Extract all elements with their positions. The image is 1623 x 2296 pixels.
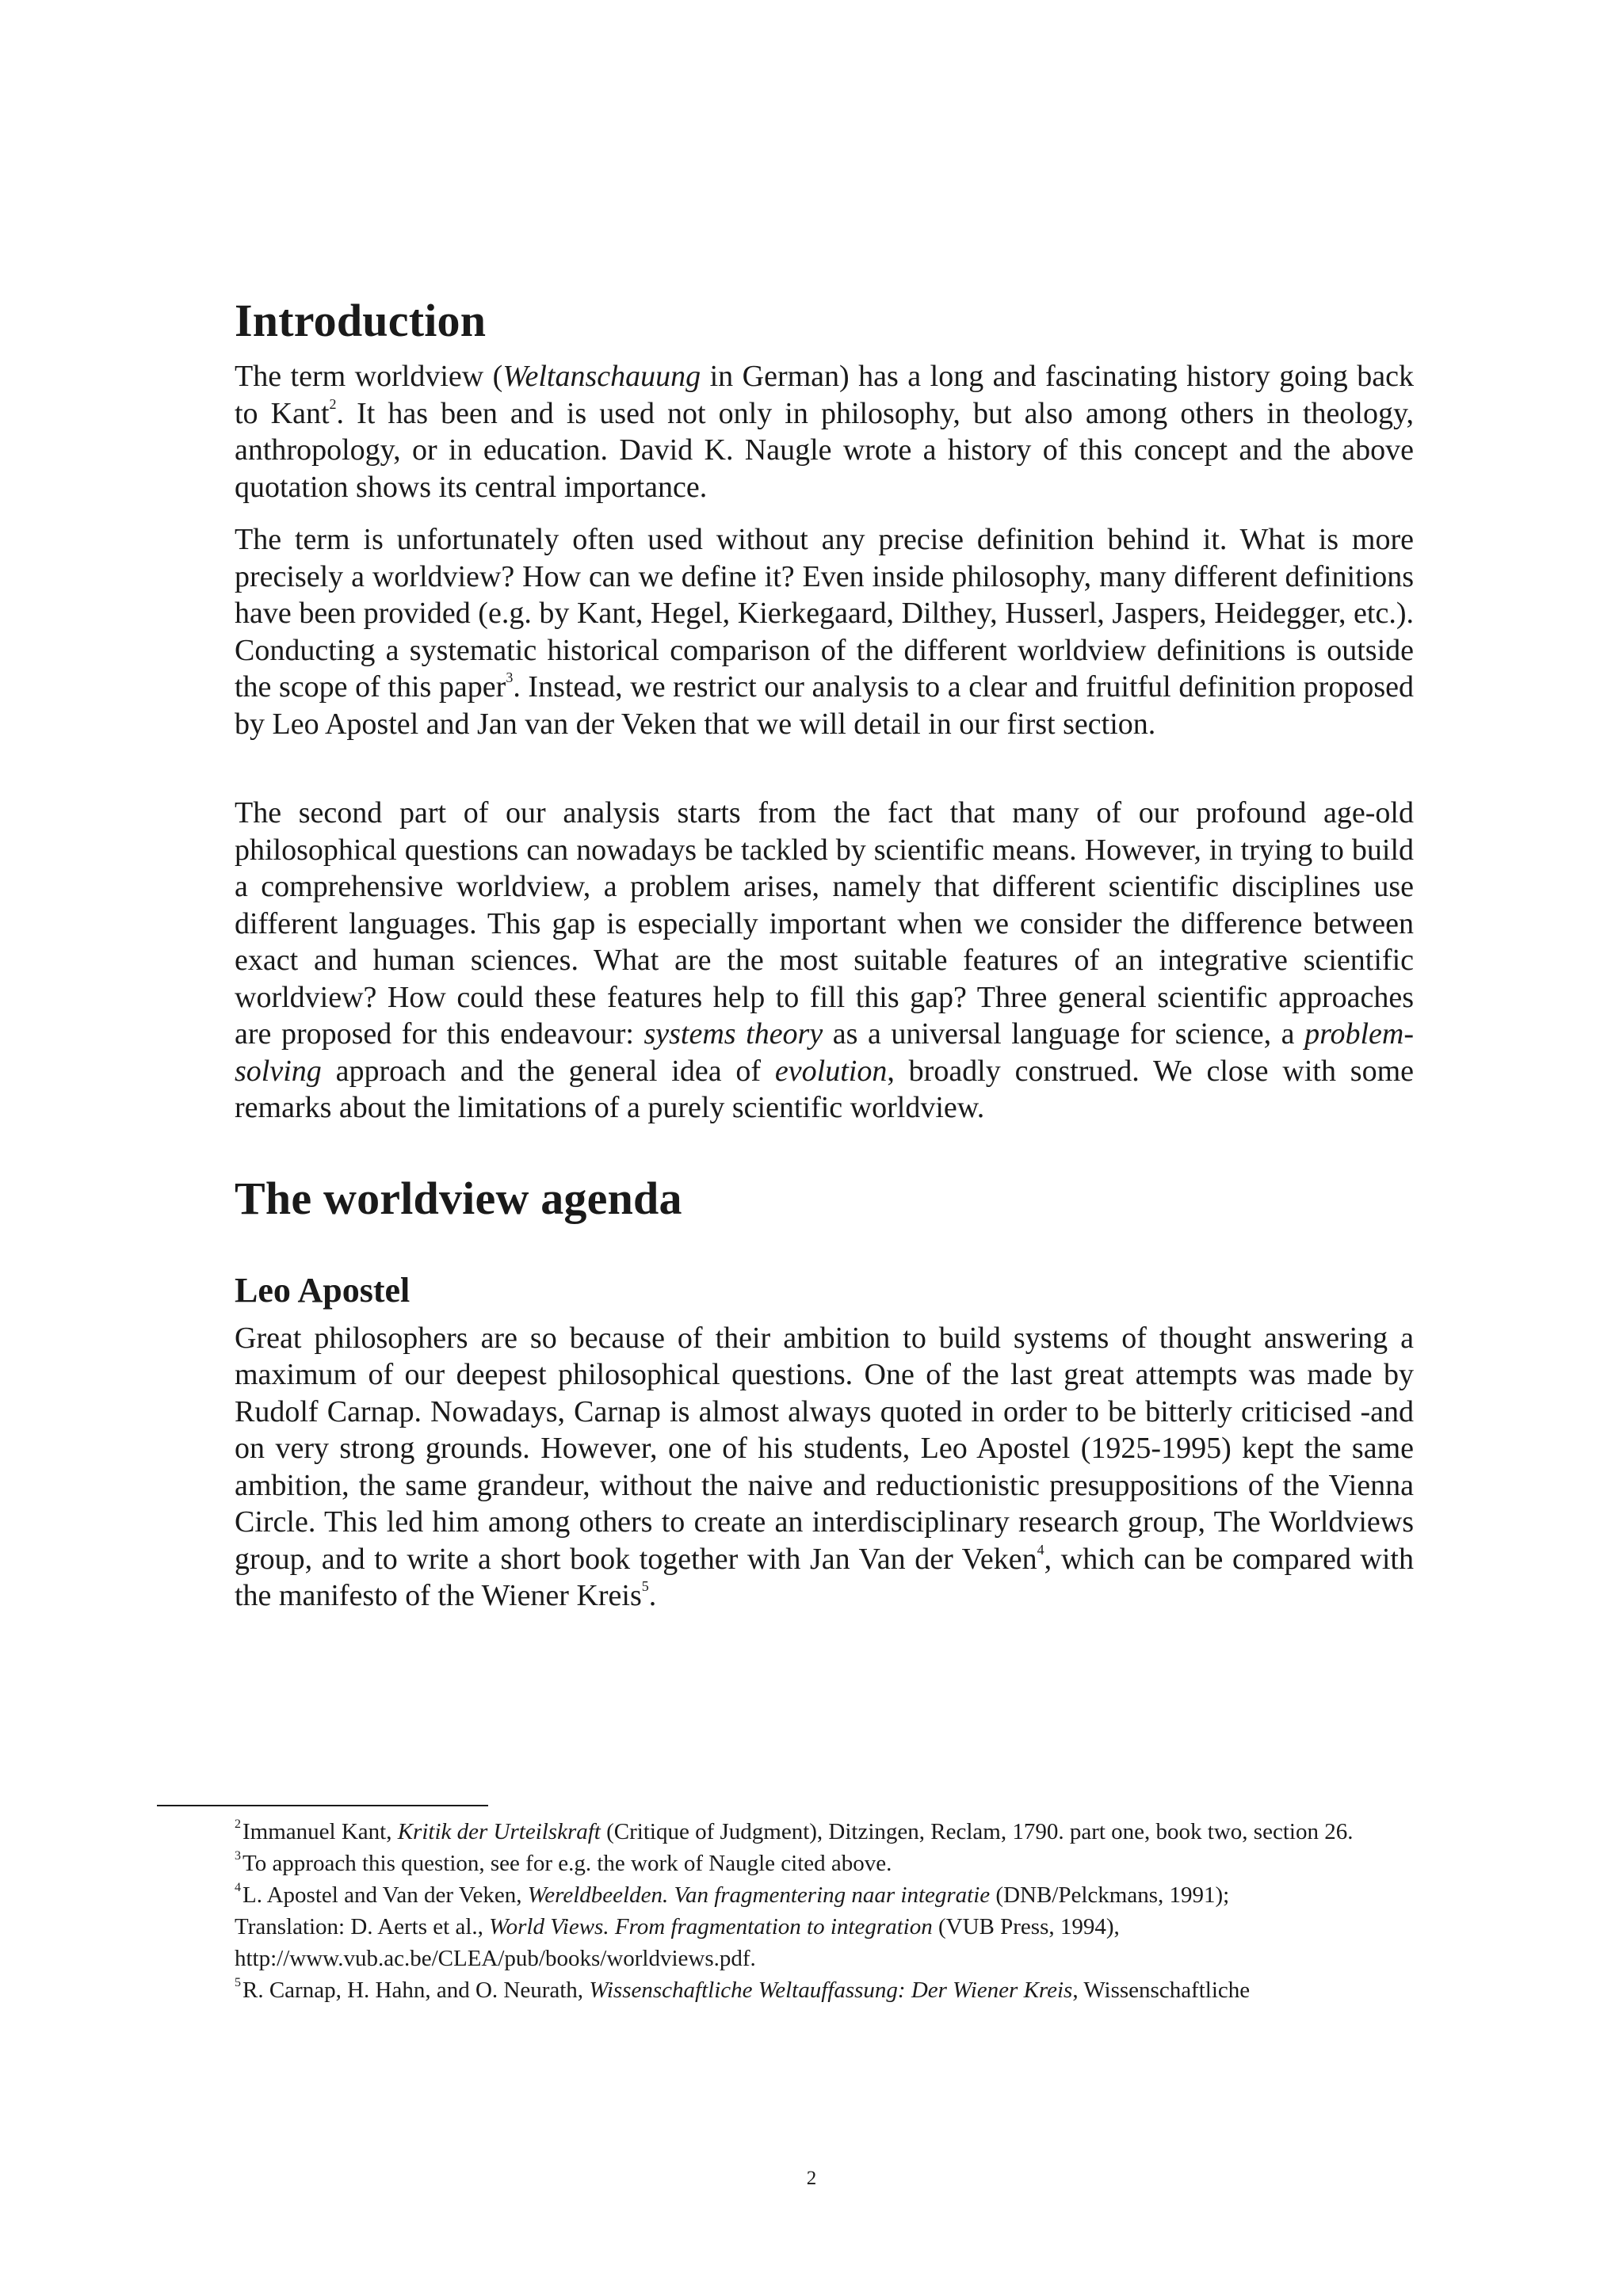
intro-paragraph-2: The term is unfortunately often used without any precise definition behind it. What is more precisely a worldview? How can we define it? Even inside philosophy, many different definitions have been provided (e.g. by Kant, Hegel, Kierkegaard, Dilthey, Husserl, Jaspers, Heidegger, etc.). Conducting a systematic historical comparison of the different worldview definitions is outside the scope of this paper$^3$. Instead, we restrict our analysis to a clear and fruitful definition proposed by Leo Apostel and Jan van der Veken that we will detail in our first section. xyxy=(235,523,1414,741)
section-heading-introduction: Introduction xyxy=(235,295,487,346)
footnote-ref-2[interactable]: 2 xyxy=(329,395,337,412)
emphasis-weltanschauung: Weltanschauung xyxy=(502,360,701,393)
page-body xyxy=(235,295,1414,1615)
footnote-5: $^5$R. Carnap, H. Hahn, and O. Neurath, Wissenschaftliche Weltauffassung: Der Wiener Kreis, Wissenschaftliche xyxy=(235,1976,1251,2003)
agenda-paragraph-1: Great philosophers are so because of their ambition to build systems of thought answering a maximum of our deepest philosophical questions. One of the last great attempts was made by Rudolf Carnap. Nowadays, Carnap is almost always quoted in order to be bitterly criticised -and on very strong grounds. However, one of his students, Leo Apostel (1925-1995) kept the same ambition, the same grandeur, without the naive and reductionistic presuppositions of the Vienna Circle. This led him among others to create an interdisciplinary research group, The Worldviews group, and to write a short book together with Jan Van der Veken$^4$, which can be compared with the manifesto of the Wiener Kreis$^5$. xyxy=(235,1321,1414,1612)
footnote-divider xyxy=(157,1805,488,1806)
footnote-ref-4[interactable]: 4 xyxy=(1037,1541,1044,1558)
page-number: 2 xyxy=(806,2168,817,2189)
footnote-2: $^2$Immanuel Kant, Kritik der Urteilskraft (Critique of Judgment), Ditzingen, Reclam, 1790. part one, book two, section 26. xyxy=(235,1817,1354,1844)
footnote-4: $^4$L. Apostel and Van der Veken, Wereldbeelden. Van fragmentering naar integratie (DNB/Pelckmans, 1991); Translation: D. Aerts et al., World Views. From fragmentation to integration (VUB Press, 1994), http://www.vub.ac.be/CLEA/pub/books/worldviews.pdf. xyxy=(235,1881,1230,1971)
section-heading-worldview-agenda: The worldview agenda xyxy=(235,1172,682,1224)
footnotes xyxy=(157,1805,1414,2006)
footnote-ref-5[interactable]: 5 xyxy=(641,1578,649,1594)
intro-paragraph-1: The term worldview (Weltanschauung in German) has a long and fascinating history going back to Kant$^2$. It has been and is used not only in philosophy, but also among others in theology, anthropology, or in education. David K. Naugle wrote a history of this concept and the above quotation shows its central importance. xyxy=(235,360,1415,504)
intro-paragraph-3: The second part of our analysis starts from the fact that many of our profound age-old philosophical questions can nowadays be tackled by scientific means. However, in trying to build a comprehensive worldview, a problem arises, namely that different scientific disciplines use different languages. This gap is especially important when we consider the difference between exact and human sciences. What are the most suitable features of an integrative scientific worldview? How could these features help to fill this gap? Three general scientific approaches are proposed for this endeavour: systems theory as a universal language for science, a problem-solving approach and the general idea of evolution, broadly construed. We close with some remarks about the limitations of a purely scientific worldview. xyxy=(235,796,1414,1124)
emphasis-evolution: evolution xyxy=(774,1054,888,1088)
emphasis-systems-theory: systems theory xyxy=(643,1017,823,1051)
emphasis-problem-solving: problem-solving xyxy=(235,1017,1414,1088)
subsection-heading-leo-apostel: Leo Apostel xyxy=(235,1270,411,1310)
footnote-4-url[interactable]: http://www.vub.ac.be/CLEA/pub/books/worldviews.pdf. xyxy=(235,1946,756,1971)
footnote-ref-3[interactable]: 3 xyxy=(506,669,514,685)
footnote-3: $^3$To approach this question, see for e.g. the work of Naugle cited above. xyxy=(235,1849,892,1876)
